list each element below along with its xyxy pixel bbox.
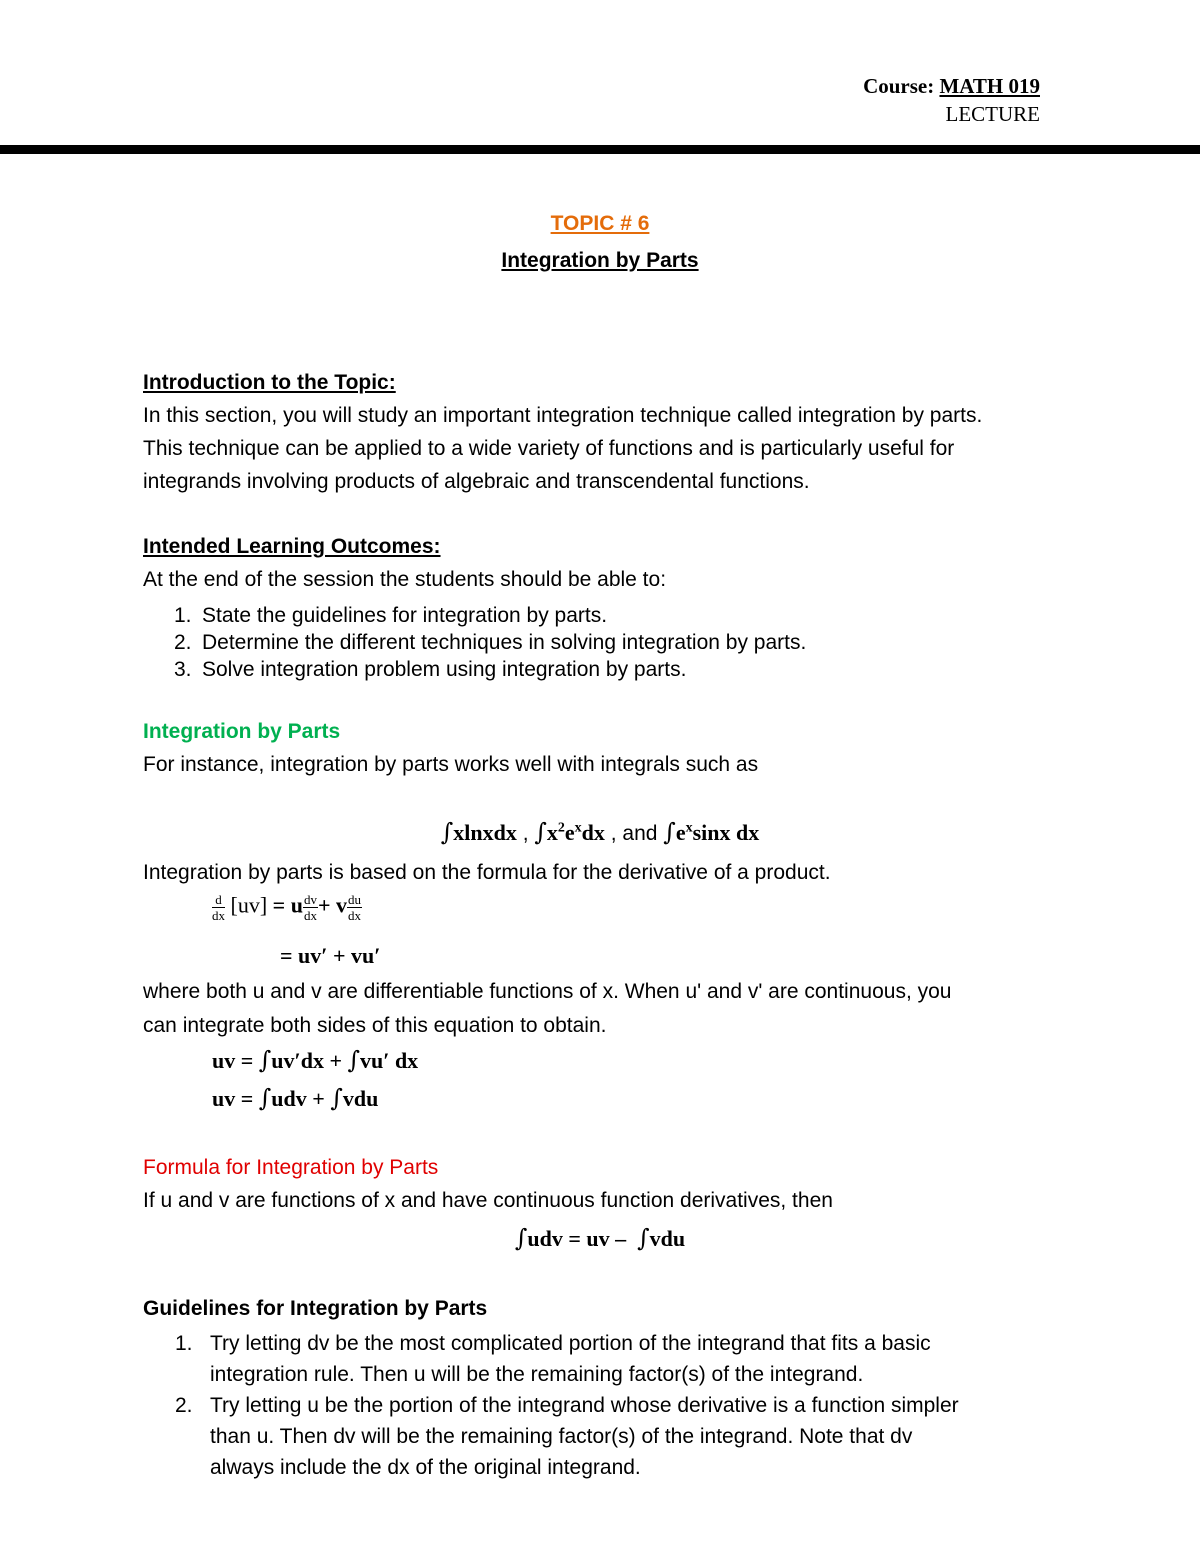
list-number: 2. bbox=[174, 631, 192, 654]
exponent: x bbox=[574, 820, 582, 836]
example-2: x bbox=[546, 820, 558, 845]
eq-lhs: uv = bbox=[212, 1086, 254, 1111]
section-heading: Integration by Parts bbox=[143, 720, 341, 743]
formula-lead: If u and v are functions of x and have continuous function derivatives, then bbox=[143, 1189, 833, 1212]
introduction-line: In this section, you will study an important integration technique called integration by parts. bbox=[143, 404, 983, 427]
list-item bbox=[174, 656, 1082, 683]
integral-sign: ∫ bbox=[440, 818, 454, 846]
guidelines-heading: Guidelines for Integration by Parts bbox=[143, 1297, 488, 1320]
example-2: dx bbox=[581, 820, 605, 845]
derivative-text bbox=[143, 856, 1073, 889]
list-text: integration rule. Then u will be the remaining factor(s) of the integrand. bbox=[210, 1363, 864, 1386]
topic-number: TOPIC # 6 bbox=[550, 212, 650, 235]
list-text: Try letting dv be the most complicated portion of the integrand that fits a basic bbox=[210, 1332, 931, 1355]
list-text: Try letting u be the portion of the integrand whose derivative is a function simpler bbox=[210, 1394, 959, 1417]
formula-equation bbox=[0, 1224, 1200, 1252]
continuity-line: can integrate both sides of this equation to obtain. bbox=[143, 1014, 607, 1037]
plus-v: + v bbox=[317, 892, 347, 918]
parts-section bbox=[143, 715, 1073, 781]
list-item bbox=[175, 1390, 1070, 1483]
list-number: 2. bbox=[175, 1394, 193, 1417]
eq-term: vdu bbox=[342, 1086, 379, 1111]
formula-section bbox=[143, 1151, 1073, 1217]
denominator: dx bbox=[347, 908, 361, 923]
guidelines-section bbox=[143, 1292, 1073, 1325]
numerator: d bbox=[212, 892, 225, 908]
exponent: 2 bbox=[557, 820, 565, 836]
equation-b bbox=[212, 1084, 378, 1112]
outcomes-list bbox=[174, 602, 1082, 683]
introduction-line: integrands involving products of algebraic and transcendental functions. bbox=[143, 470, 810, 493]
integral-sign: ∫ bbox=[514, 1224, 528, 1252]
eq-lhs: uv = bbox=[212, 1048, 254, 1073]
formula-rhs: vdu bbox=[649, 1226, 686, 1251]
fraction bbox=[303, 892, 318, 923]
outcomes-lead: At the end of the session the students should be able to: bbox=[143, 568, 667, 591]
lecture-label: LECTURE bbox=[945, 102, 1040, 126]
introduction-heading: Introduction to the Topic: bbox=[143, 371, 396, 394]
list-item bbox=[174, 629, 1082, 656]
formula-heading: Formula for Integration by Parts bbox=[143, 1156, 439, 1179]
outcomes-section bbox=[143, 530, 1073, 596]
derivative-sentence: Integration by parts is based on the formula for the derivative of a product. bbox=[143, 861, 831, 884]
list-text: State the guidelines for integration by parts. bbox=[202, 604, 608, 627]
list-item bbox=[175, 1328, 1070, 1390]
numerator: du bbox=[347, 892, 361, 907]
separator: , bbox=[516, 822, 535, 845]
list-number: 1. bbox=[175, 1332, 193, 1355]
integral-sign: ∫ bbox=[258, 1046, 272, 1074]
course-label: Course: bbox=[863, 74, 935, 98]
denominator: dx bbox=[212, 908, 225, 923]
list-number: 3. bbox=[174, 658, 192, 681]
list-item bbox=[174, 602, 1082, 629]
equals-u: = u bbox=[272, 892, 303, 918]
product-rule bbox=[212, 892, 362, 923]
eq-term: uv′dx + bbox=[271, 1048, 342, 1073]
formula-lhs: udv = uv – bbox=[527, 1226, 627, 1251]
topic-title: Integration by Parts bbox=[501, 249, 699, 272]
fraction bbox=[347, 892, 362, 923]
guidelines-list bbox=[175, 1328, 1070, 1483]
eq-term: vu′ dx bbox=[360, 1048, 419, 1073]
list-text: always include the dx of the original integrand. bbox=[210, 1456, 641, 1479]
integral-sign: ∫ bbox=[330, 1084, 343, 1112]
example-3: sinx dx bbox=[692, 820, 760, 845]
numerator: dv bbox=[303, 892, 317, 907]
example-1: xlnxdx bbox=[453, 820, 517, 845]
continuity-line: where both u and v are differentiable functions of x. When u' and v' are continuous, you bbox=[143, 980, 952, 1003]
outcomes-heading: Intended Learning Outcomes: bbox=[143, 535, 441, 558]
fraction bbox=[212, 892, 225, 923]
course-header bbox=[863, 72, 1040, 128]
integral-sign: ∫ bbox=[637, 1224, 650, 1252]
denominator: dx bbox=[303, 908, 317, 923]
example-2: e bbox=[564, 820, 575, 845]
integral-sign: ∫ bbox=[347, 1046, 361, 1074]
introduction-section bbox=[143, 366, 1073, 498]
exponent: x bbox=[685, 820, 693, 836]
integral-sign: ∫ bbox=[663, 818, 676, 846]
continuity-text bbox=[143, 975, 1073, 1043]
equation-a bbox=[212, 1046, 418, 1074]
course-code: MATH 019 bbox=[939, 74, 1040, 98]
example-3: e bbox=[675, 820, 686, 845]
list-text: Solve integration problem using integration by parts. bbox=[202, 658, 687, 681]
list-text: Determine the different techniques in solving integration by parts. bbox=[202, 631, 807, 654]
example-integrals bbox=[0, 818, 1200, 846]
product-rule-line2: = uv′ + vu′ bbox=[280, 943, 381, 968]
bracket-uv: [uv] bbox=[230, 892, 268, 918]
integral-sign: ∫ bbox=[258, 1084, 272, 1112]
introduction-line: This technique can be applied to a wide variety of functions and is particularly useful for bbox=[143, 437, 955, 460]
header-divider bbox=[0, 145, 1200, 154]
list-text: than u. Then dv will be the remaining factor(s) of the integrand. Note that dv bbox=[210, 1425, 913, 1448]
eq-term: udv + bbox=[271, 1086, 325, 1111]
separator: , and bbox=[604, 822, 664, 845]
section-lead: For instance, integration by parts works well with integrals such as bbox=[143, 753, 759, 776]
integral-sign: ∫ bbox=[534, 818, 547, 846]
list-number: 1. bbox=[174, 604, 192, 627]
